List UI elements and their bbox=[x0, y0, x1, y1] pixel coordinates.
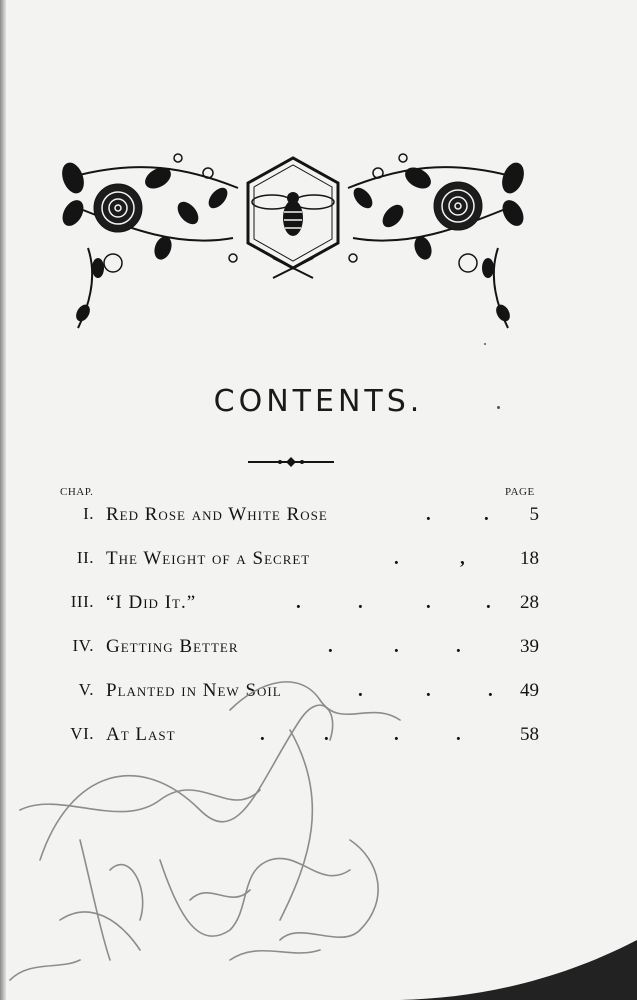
page-title: CONTENTS. bbox=[213, 384, 424, 419]
toc-row: VI. At Last . . . . 58 bbox=[70, 724, 539, 745]
chapter-number: I. bbox=[83, 504, 94, 523]
chapter-number: III. bbox=[70, 592, 94, 611]
chapter-number: VI. bbox=[70, 724, 94, 743]
chapter-title: Planted in New Soil bbox=[106, 680, 282, 701]
title-rule-ornament bbox=[246, 455, 336, 469]
chapter-title: At Last bbox=[106, 724, 176, 745]
toc-row: III. “I Did It.” . . . . 28 bbox=[70, 592, 539, 613]
bee-and-roses-vignette-icon bbox=[58, 138, 528, 348]
toc-row: IV. Getting Better . . . 39 bbox=[72, 636, 539, 657]
toc-row: II. The Weight of a Secret . , 18 bbox=[76, 548, 539, 569]
chapter-title: “I Did It.” bbox=[106, 592, 197, 613]
chapter-number: II. bbox=[76, 548, 94, 567]
chapter-title: Red Rose and White Rose bbox=[106, 504, 328, 525]
chapter-title: The Weight of a Secret bbox=[106, 548, 311, 569]
page-curl-shadow bbox=[0, 930, 637, 1000]
chapter-page: 49 bbox=[520, 680, 539, 701]
chapter-number: IV. bbox=[72, 636, 94, 655]
chapter-page: 58 bbox=[520, 724, 539, 745]
page-column-header: PAGE bbox=[505, 486, 535, 498]
toc-row: V. Planted in New Soil . . . 49 bbox=[78, 680, 539, 701]
chapter-page: 28 bbox=[520, 592, 539, 613]
chapter-page: 5 bbox=[529, 504, 539, 525]
chapter-number: V. bbox=[78, 680, 94, 699]
chap-column-header: CHAP. bbox=[60, 486, 94, 498]
paper-speck bbox=[497, 406, 500, 409]
toc-row: I. Red Rose and White Rose . . 5 bbox=[83, 504, 539, 525]
chapter-page: 39 bbox=[520, 636, 539, 657]
chapter-page: 18 bbox=[520, 548, 539, 569]
chapter-title: Getting Better bbox=[106, 636, 239, 657]
paper-speck bbox=[484, 343, 486, 345]
